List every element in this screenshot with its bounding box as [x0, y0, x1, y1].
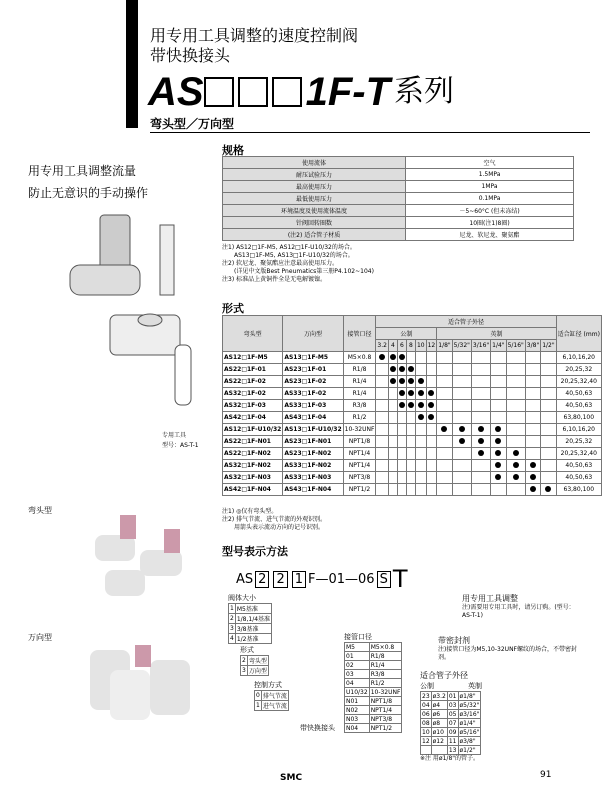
elbow-label: 弯头型 — [28, 506, 52, 515]
dot-mark — [418, 402, 424, 408]
dot-mark — [545, 486, 551, 492]
dot-mark — [428, 402, 434, 408]
body-size-legend: 阀体大小 1 M5基准 2 1/8,1/4基准 3 3/8基准 4 1/2基准 — [228, 594, 271, 643]
dot-mark — [418, 414, 424, 420]
spec-row: 针阀回转圈数 10圈(注1)8圈) — [223, 217, 574, 229]
spec-row: 最高使用压力 1MPa — [223, 181, 574, 193]
dot-mark — [495, 450, 501, 456]
form-row: AS32□1F-03 AS33□1F-03 R3/8 40,50,63 — [223, 400, 602, 412]
dot-mark — [399, 366, 405, 372]
dot-mark — [399, 402, 405, 408]
dot-mark — [408, 366, 414, 372]
tool-legend: 用专用工具调整 注)需要用专用工具时，请另订购。(型号：AS-T-1) — [462, 594, 575, 619]
spec-row: 最低使用压力 0.1MPa — [223, 193, 574, 205]
form-row: AS22□1F-02 AS23□1F-02 R1/4 20,25,32,40 — [223, 376, 602, 388]
dot-mark — [495, 438, 501, 444]
spec-row: 使用流体 空气 — [223, 157, 574, 169]
dot-mark — [530, 474, 536, 480]
dot-mark — [408, 402, 414, 408]
form-row: AS22□1F-01 AS23□1F-01 R1/8 20,25,32 — [223, 364, 602, 376]
form-row: AS42□1F-N04 AS43□1F-N04 NPT1/2 63,80,100 — [223, 484, 602, 496]
dot-mark — [390, 378, 396, 384]
spec-table — [222, 156, 574, 241]
form-row: AS22□1F-N01 AS23□1F-N01 NPT1/8 20,25,32 — [223, 436, 602, 448]
title-line2: 带快换接头 — [150, 46, 231, 65]
universal-photo — [80, 640, 200, 730]
spec-notes: 注1) AS12□1F-M5, AS12□1F-U10/32的场合。 AS13□1F-M5, AS13□1F-U10/32的场合。 注2) 软尼龙、聚氨酯应注意最高使用压力。 (详见中文版Best Pneumatics第三册P4.102~104) 注3) 标准品上黄铜件全是无电解镀镍。 — [222, 244, 374, 283]
dot-mark — [495, 426, 501, 432]
type-legend: 形式 2 弯头型 3 万向型 — [240, 646, 267, 675]
dot-mark — [513, 450, 519, 456]
form-row: AS12□1F-U10/32 AS13□1F-U10/32 10-32UNF 6,10,16,20 — [223, 424, 602, 436]
dot-mark — [495, 474, 501, 480]
dot-mark — [428, 414, 434, 420]
dot-mark — [513, 462, 519, 468]
seal-legend: 带密封剂 注)接管口径为M5,10-32UNF螺纹的场合，不带密封剂。 — [438, 636, 578, 661]
dot-mark — [478, 438, 484, 444]
form-heading: 形式 — [222, 302, 244, 315]
spec-heading: 规格 — [222, 144, 244, 157]
dot-mark — [379, 354, 385, 360]
dot-mark — [459, 438, 465, 444]
dot-mark — [478, 450, 484, 456]
page-number: 91 — [540, 770, 552, 780]
spec-row: 环境温度及使用流体温度 －5~60°C (但未冻结) — [223, 205, 574, 217]
universal-label: 万向型 — [28, 633, 52, 642]
ctrl-legend: 控制方式 0 排气节流 1 进气节流 — [254, 681, 287, 710]
dot-mark — [478, 426, 484, 432]
smc-logo: SMC — [280, 773, 303, 783]
dot-mark — [459, 426, 465, 432]
code-heading: 型号表示方法 — [222, 545, 288, 558]
subtitle: 弯头型／万向型 — [150, 117, 235, 131]
dot-mark — [428, 390, 434, 396]
form-table: 弯头型 万向型 接管口径 适合管子外径 适合缸径 (mm) 公制 英制 3.2 4 6 8 10 12 1/8" 5/32" 3/16" 1/4" 5/16" 3/8" 1/2" AS12□1F-M5 AS13□1F-M5 M5×0.8 6,10,16,20 AS22□1F-01 AS23□1F-01 R1/8 20,25,32 AS22□1F-02 AS23□1F-02 R1/4 20,25,32,40 AS32□1F-02 AS33□1F-02 R1/4 40,50,63 AS32□1F-03 AS33□1F-03 R3/8 40,50,63 AS42□1F-04 AS43□1F-04 R1/2 63,80,100 AS12□1F-U10/32 AS13□1F-U10/32 10-32UNF 6,10,16,20 AS22□1F-N01 AS23□1F-N01 NPT1/8 20,25,32 AS22□1F-N02 AS23□1F-N02 NPT1/4 20,25,32,40 AS32□1F-N02 AS33□1F-N02 NPT1/4 40,50,63 AS32□1F-N03 AS33□1F-N03 NPT3/8 40,50,63 AS42□1F-N04 AS43□1F-N04 NPT1/2 63,80,100 — [222, 315, 602, 496]
form-notes: 注1) ◎仅有弯头型。 注2) 排气节流、进气节流的外观识别。 用箭头表示流动方向的记号识别。 — [222, 508, 327, 531]
form-row: AS32□1F-02 AS33□1F-02 R1/4 40,50,63 — [223, 388, 602, 400]
series-title: AS 1F-T 系列 — [148, 70, 455, 114]
dot-mark — [530, 462, 536, 468]
tool-label: 专用工具 — [162, 432, 187, 439]
title-line1: 用专用工具调整的速度控制阀 — [150, 26, 359, 45]
model-code: AS 2 2 1 F — 01 — 06 S T — [236, 565, 408, 593]
dot-mark — [441, 426, 447, 432]
port-legend: 接管口径 M5 M5×0.8 01 R1/8 02 R1/4 03 R3/8 04 R1/2 U10/32 10-32UNF N01 NPT1/8 N02 NPT1/4 N03 NPT3/8 N04 NPT1/2 — [344, 633, 401, 732]
spec-row: 耐压试验压力 1.5MPa — [223, 169, 574, 181]
feature-1: 用专用工具调整流量 — [28, 164, 137, 178]
form-row: AS42□1F-04 AS43□1F-04 R1/2 63,80,100 — [223, 412, 602, 424]
dot-mark — [418, 378, 424, 384]
dot-mark — [408, 378, 414, 384]
dot-mark — [513, 474, 519, 480]
dot-mark — [399, 390, 405, 396]
form-row: AS32□1F-N03 AS33□1F-N03 NPT3/8 40,50,63 — [223, 472, 602, 484]
tool-model: 型号：AS-T-1 — [162, 442, 199, 449]
dot-mark — [530, 486, 536, 492]
product-illustration — [60, 205, 220, 455]
dot-mark — [390, 366, 396, 372]
dot-mark — [399, 354, 405, 360]
form-row: AS22□1F-N02 AS23□1F-N02 NPT1/4 20,25,32,40 — [223, 448, 602, 460]
title-bar — [126, 0, 138, 128]
dot-mark — [418, 390, 424, 396]
form-row: AS32□1F-N02 AS33□1F-N02 NPT1/4 40,50,63 — [223, 460, 602, 472]
spec-row: (注2) 适合管子材质 尼龙、软尼龙、聚氨酯 — [223, 229, 574, 241]
dot-mark — [408, 390, 414, 396]
dot-mark — [390, 354, 396, 360]
dot-mark — [399, 378, 405, 384]
tube-legend: 适合管子外径 公制 英制 23 ø3.2 01 ø1/8" 04 ø4 03 ø5/32" 06 ø6 05 ø3/16" 08 ø8 07 ø1/4" 10 ø10 09 ø5/16" 12 ø12 11 ø3/8" 13 ø1/2" ※注 用ø1/8"的管子。 — [420, 671, 482, 762]
divider — [150, 132, 590, 133]
feature-2: 防止无意识的手动操作 — [28, 186, 149, 200]
elbow-photo — [80, 515, 200, 605]
dot-mark — [495, 462, 501, 468]
push-legend: 带快换接头 — [300, 724, 335, 732]
form-row: AS12□1F-M5 AS13□1F-M5 M5×0.8 6,10,16,20 — [223, 352, 602, 364]
